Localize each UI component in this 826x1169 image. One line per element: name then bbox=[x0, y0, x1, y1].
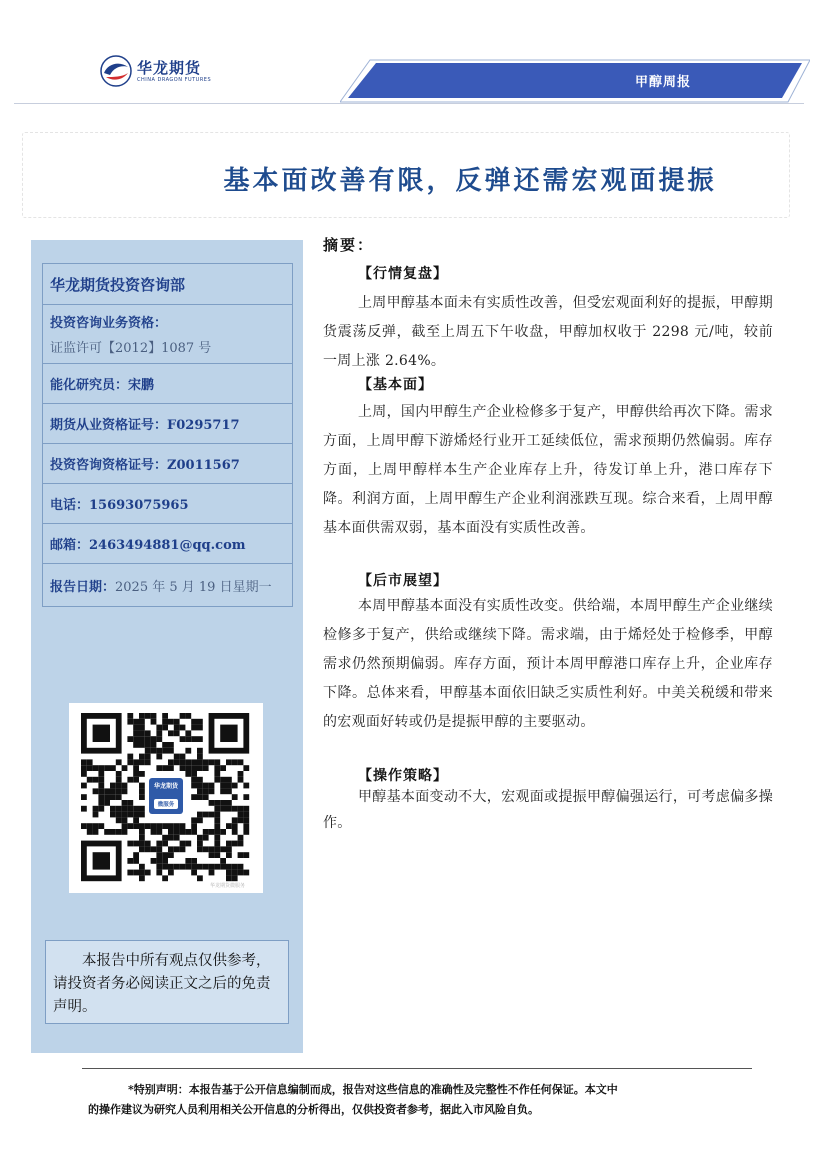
futures-cert: 期货从业资格证号：F0295717 bbox=[50, 418, 240, 433]
section-title-outlook: 【后市展望】 bbox=[358, 573, 448, 589]
logo-name-en: CHINA DRAGON FUTURES bbox=[137, 77, 212, 83]
qr-code bbox=[69, 703, 263, 893]
department-row bbox=[43, 264, 292, 305]
dragon-logo-icon bbox=[100, 55, 132, 87]
qr-center-badge bbox=[146, 775, 186, 817]
company-logo bbox=[100, 55, 220, 89]
footer-disclaimer bbox=[88, 1080, 748, 1120]
footer-line-2: 的操作建议为研究人员利用相关公开信息的分析得出，仅供投资者参考，据此入市风险自负。 bbox=[88, 1103, 539, 1116]
date-row bbox=[43, 564, 292, 606]
analyst-row bbox=[43, 364, 292, 404]
summary-heading: 摘要： bbox=[323, 236, 375, 254]
analyst-name: 能化研究员：宋鹏 bbox=[50, 378, 155, 393]
header-banner bbox=[340, 58, 810, 104]
email-address: 邮箱：2463494881@qq.com bbox=[50, 538, 246, 553]
disclaimer-text: 本报告中所有观点仅供参考，请投资者务必阅读正文之后的免责声明。 bbox=[53, 953, 271, 1015]
advisory-cert-row bbox=[43, 444, 292, 484]
analyst-info-table bbox=[42, 263, 293, 607]
phone-number: 电话：15693075965 bbox=[50, 498, 189, 513]
date-value: 2025 年 5 月 19 日星期一 bbox=[115, 579, 272, 595]
section-text-fundamentals: 上周，国内甲醇生产企业检修多于复产，甲醇供给再次下降。需求方面，上周甲醇下游烯烃行业开工延续低位，需求预期仍然偏弱。库存方面，上周甲醇样本生产企业库存上升，待发订单上升，港口库存下降。利润方面，上周甲醇生产企业利润涨跌互现。综合来看，上周甲醇基本面供需双弱，基本面没有实质性改善。 bbox=[323, 404, 773, 536]
futures-cert-row bbox=[43, 404, 292, 444]
qualification-row bbox=[43, 305, 292, 364]
section-text-outlook: 本周甲醇基本面没有实质性改变。供给端，本周甲醇生产企业继续检修多于复产，供给或继续下降。需求端，由于烯烃处于检修季，甲醇需求仍然预期偏弱。库存方面，预计本周甲醇港口库存上升，企业库存下降。总体来看，甲醇基本面依旧缺乏实质性利好。中美关税缓和带来的宏观面好转或仍是提振甲醇的主要驱动。 bbox=[323, 598, 773, 730]
qr-badge-top: 华龙期货 bbox=[153, 783, 178, 790]
qualification-label: 投资咨询业务资格： bbox=[50, 316, 168, 331]
qr-badge-bottom: 微服务 bbox=[157, 802, 175, 808]
report-type-label: 甲醇周报 bbox=[635, 75, 692, 90]
qr-caption: 华龙期货微服务 bbox=[210, 883, 246, 889]
section-title-market-review: 【行情复盘】 bbox=[358, 266, 448, 282]
footer-divider bbox=[82, 1068, 752, 1069]
phone-row bbox=[43, 484, 292, 524]
department-name: 华龙期货投资咨询部 bbox=[50, 275, 186, 294]
section-text-strategy: 甲醇基本面变动不大，宏观面或提振甲醇偏强运行，可考虑偏多操作。 bbox=[323, 789, 773, 831]
footer-line-1: *特别声明：本报告基于公开信息编制而成，报告对这些信息的准确性及完整性不作任何保证。本文中 bbox=[128, 1083, 618, 1096]
logo-name-cn: 华龙期货 bbox=[137, 59, 202, 77]
date-label: 报告日期： bbox=[50, 579, 116, 595]
section-title-fundamentals: 【基本面】 bbox=[358, 377, 433, 393]
section-title-strategy: 【操作策略】 bbox=[358, 768, 448, 784]
section-text-market-review: 上周甲醇基本面未有实质性改善，但受宏观面利好的提振，甲醇期货震荡反弹，截至上周五下午收盘，甲醇加权收于 2298 元/吨，较前一周上涨 2.64%。 bbox=[323, 295, 773, 369]
page-title: 基本面改善有限，反弹还需宏观面提振 bbox=[223, 166, 717, 196]
advisory-cert: 投资咨询资格证号：Z0011567 bbox=[50, 458, 240, 473]
qualification-value: 证监许可【2012】1087 号 bbox=[50, 341, 212, 356]
header-divider bbox=[14, 103, 804, 104]
email-row bbox=[43, 524, 292, 564]
